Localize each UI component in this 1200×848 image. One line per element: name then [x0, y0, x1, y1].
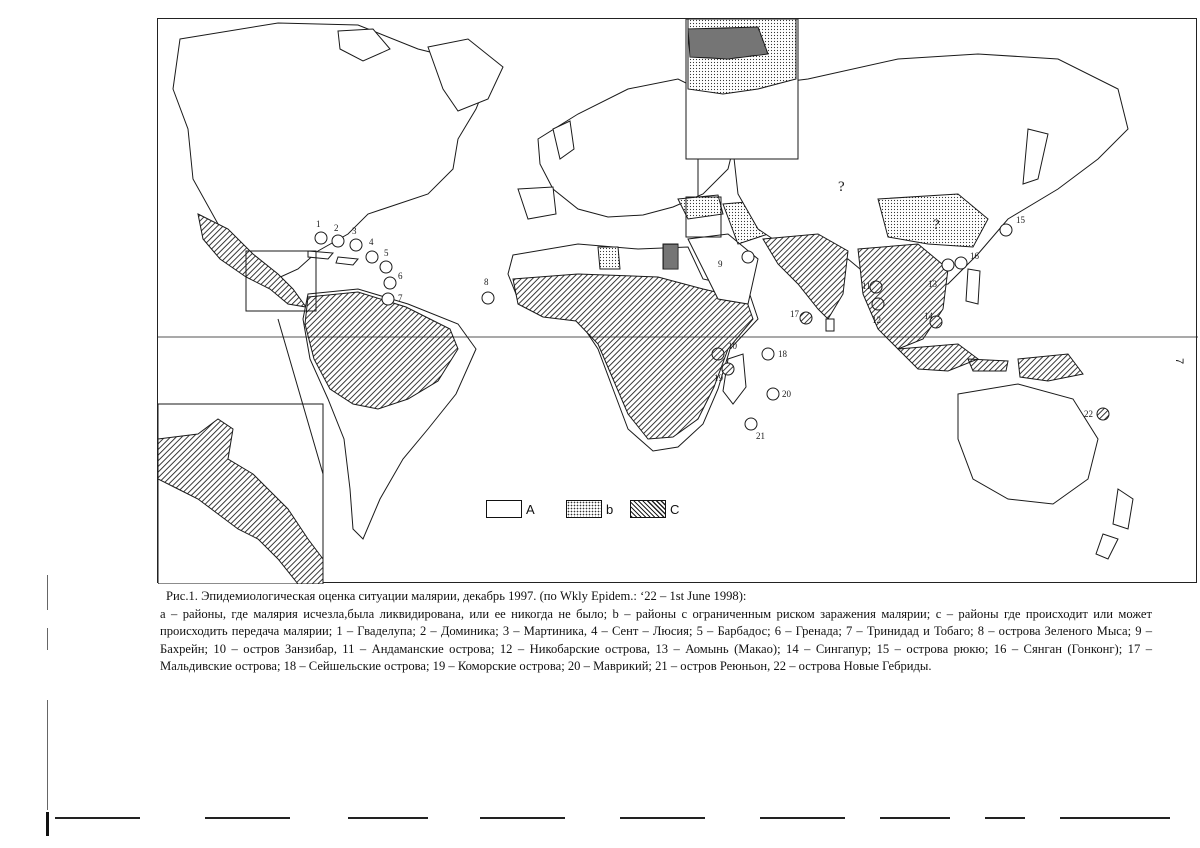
inset-me-dense	[688, 27, 768, 59]
legend-swatch-c	[630, 500, 666, 518]
margin-line	[47, 575, 48, 610]
marker-22	[1097, 408, 1109, 420]
se-asia-malaria	[858, 244, 948, 349]
label-18: 18	[778, 349, 787, 359]
margin-line	[47, 700, 48, 810]
label-question-2: ?	[933, 217, 940, 233]
marker-9	[742, 251, 754, 263]
label-13: 13	[928, 279, 937, 289]
marker-5	[380, 261, 392, 273]
margin-page-mark: 7	[1173, 357, 1186, 365]
bottom-dash	[1060, 817, 1170, 819]
north-africa-limited	[598, 247, 620, 269]
legend-b	[566, 499, 613, 519]
marker-13	[942, 259, 954, 271]
marker-19	[722, 363, 734, 375]
papua-malaria	[1018, 354, 1083, 381]
label-5: 5	[384, 248, 389, 258]
bottom-dash	[348, 817, 428, 819]
sri-lanka	[826, 319, 834, 331]
marker-1	[315, 232, 327, 244]
marker-21	[745, 418, 757, 430]
marker-7	[382, 293, 394, 305]
margin-line-heavy	[46, 812, 49, 836]
legend-label-c: C	[670, 501, 680, 517]
label-1: 1	[316, 219, 321, 229]
australia	[958, 384, 1098, 504]
label-12: 12	[872, 315, 881, 325]
label-2: 2	[334, 223, 339, 233]
marker-17	[800, 312, 812, 324]
marker-16	[955, 257, 967, 269]
label-4: 4	[369, 237, 374, 247]
south-asia-malaria	[763, 234, 848, 319]
label-question-1: ?	[838, 179, 845, 195]
label-19: 19	[714, 373, 723, 383]
marker-15	[1000, 224, 1012, 236]
marker-2	[332, 235, 344, 247]
turkey-limited	[678, 195, 723, 219]
bottom-dash	[985, 817, 1025, 819]
legend-label-b: b	[606, 501, 614, 517]
label-22: 22	[1084, 409, 1093, 419]
marker-8	[482, 292, 494, 304]
label-20: 20	[782, 389, 791, 399]
legend-c	[630, 499, 679, 519]
margin-line	[47, 628, 48, 650]
label-9: 9	[718, 259, 723, 269]
figure-caption	[160, 588, 1152, 676]
marker-18	[762, 348, 774, 360]
legend-swatch-a	[486, 500, 522, 518]
north-africa-limited-2	[663, 244, 678, 269]
label-7: 7	[398, 293, 403, 303]
marker-10	[712, 348, 724, 360]
label-17: 17	[790, 309, 799, 319]
caption-body: a – районы, где малярия исчезла,была ликвидирована, или ее никогда не было; b – районы с ограниченным риском заражения малярии; c – районы где происходит или может происходить передача малярии; 1 – Гваделупа; 2 – Доминика; 3 – Мартиника, 4 – Сент – Люсия; 5 – Барбадос; 6 – Гренада; 7 – Тринидад и Тобаго; 8 – острова Зеленого Мыса; 9 – Бахрейн; 10 – остров Занзибар, 11 – Андаманские острова; 12 – Никобарские острова, 13 – Аомынь (Макао); 14 – Сингапур; 15 – острова рюкю; 16 – Сянган (Гонконг); 17 – Мальдивские острова; 18 – Сейшельские острова; 19 – Коморские острова; 20 – Маврикий; 21 – остров Реюньон, 22 – острова Новые Гебриды.	[160, 606, 1152, 674]
label-16: 16	[970, 251, 979, 261]
bottom-dash	[55, 817, 140, 819]
marker-6	[384, 277, 396, 289]
label-15: 15	[1016, 215, 1025, 225]
new-zealand	[1096, 489, 1133, 559]
marker-12	[872, 298, 884, 310]
label-8: 8	[484, 277, 489, 287]
marker-20	[767, 388, 779, 400]
marker-3	[350, 239, 362, 251]
bottom-dash	[760, 817, 845, 819]
caption-title: Рис.1. Эпидемиологическая оценка ситуации малярии, декабрь 1997. (по Wkly Epidem.: ‘22 – 1st June 1998):	[166, 589, 747, 603]
label-6: 6	[398, 271, 403, 281]
philippines	[966, 269, 980, 304]
label-3: 3	[352, 226, 357, 236]
bottom-dash	[620, 817, 705, 819]
marker-11	[870, 281, 882, 293]
label-14: 14	[924, 311, 933, 321]
bottom-dash	[480, 817, 565, 819]
label-10: 10	[728, 341, 737, 351]
label-11: 11	[862, 281, 871, 291]
iberia	[518, 187, 556, 219]
legend-label-a: A	[526, 501, 535, 517]
legend-a	[486, 499, 535, 519]
bottom-dash	[205, 817, 290, 819]
label-21: 21	[756, 431, 765, 441]
indonesia-malaria	[898, 344, 1008, 371]
bottom-dash	[880, 817, 950, 819]
legend-swatch-b	[566, 500, 602, 518]
marker-4	[366, 251, 378, 263]
